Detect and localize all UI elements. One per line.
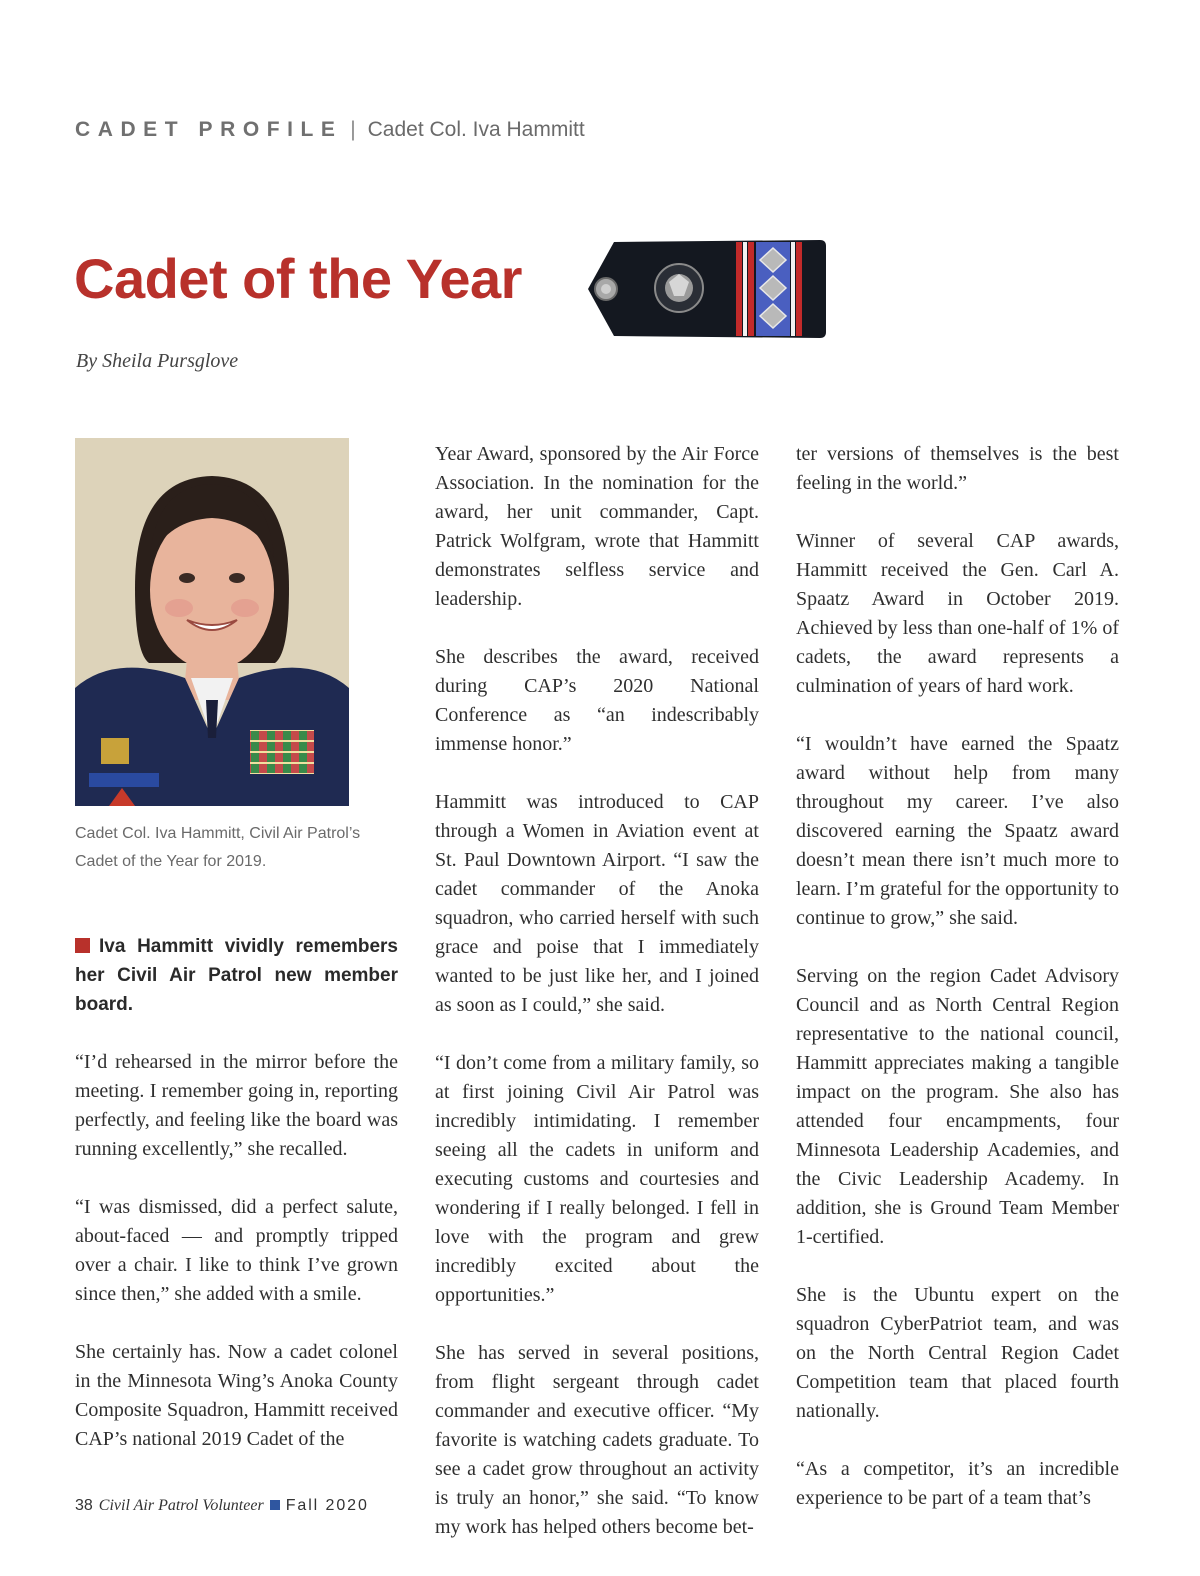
paragraph: “I wouldn’t have earned the Spaatz award without help from many throughout my career. I’ve also discovered earning the Spaatz award doesn’t mean there isn’t much more to learn. I’m grateful for the opportunity to continue to grow,” she said. [796, 733, 1119, 929]
paragraph: Year Award, sponsored by the Air Force Association. In the nomination for the award, her unit commander, Capt. Patrick Wolfgram, wrote that Hammitt demonstrates selfless service and leadership. [435, 443, 759, 610]
header-subject: Cadet Col. Iva Hammitt [367, 118, 585, 141]
paragraph: ter versions of themselves is the best feeling in the world.” [796, 443, 1119, 494]
paragraph: Serving on the region Cadet Advisory Council and as North Central Region representative to the national council, Hammitt appreciates making a tangible impact on the program. She also has attended four encampments, four Minnesota Leadership Academies, and the Civic Leadership Academy. In addition, she is Ground Team Member 1-certified. [796, 965, 1119, 1248]
paragraph: She certainly has. Now a cadet colonel in the Minnesota Wing’s Anoka County Composite Squadron, Hammitt received CAP’s national 2019 Cadet of the [75, 1341, 398, 1450]
article-column-1 [75, 932, 398, 1483]
publication-name: Civil Air Patrol Volunteer [98, 1497, 264, 1514]
byline: By Sheila Pursglove [76, 350, 239, 372]
paragraph: “I don’t come from a military family, so at first joining Civil Air Patrol was incredibly intimidating. I remember seeing all the cadets in uniform and executing customs and courtesies and wondering if I really belonged. I fell in love with the program and grew incredibly excited about the opportunities.” [435, 1052, 759, 1306]
paragraph: “I’d rehearsed in the mirror before the meeting. I remember going in, reporting perfectly, and feeling like the board was running excellently,” she recalled. [75, 1051, 398, 1160]
paragraph: Winner of several CAP awards, Hammitt received the Gen. Carl A. Spaatz Award in October 2019. Achieved by less than one-half of 1% of cadets, the award represents a culmination of years of hard work. [796, 530, 1119, 697]
cadet-portrait-photo [75, 438, 349, 806]
paragraph: She describes the award, received during CAP’s 2020 National Conference as “an indescribably immense honor.” [435, 646, 759, 755]
section-header [75, 118, 585, 142]
article-lead [75, 932, 398, 1019]
paragraph: “As a competitor, it’s an incredible experience to be part of a team that’s [796, 1458, 1119, 1509]
page-number: 38 [75, 1497, 93, 1514]
section-label: CADET PROFILE [75, 118, 343, 141]
lead-text: Iva Hammitt vividly remembers her Civil Air Patrol new member board. [75, 936, 398, 1015]
page-footer [75, 1497, 369, 1515]
photo-caption: Cadet Col. Iva Hammitt, Civil Air Patrol’s Cadet of the Year for 2019. [75, 825, 361, 870]
header-separator: | [350, 118, 356, 141]
paragraph: She is the Ubuntu expert on the squadron CyberPatriot team, and was on the North Central Region Cadet Competition team that placed fourth nationally. [796, 1284, 1119, 1422]
red-square-bullet-icon [75, 938, 90, 953]
paragraph: She has served in several positions, from flight sergeant through cadet commander and executive officer. “My favorite is watching cadets graduate. To see a cadet grow throughout an activity is truly an honor,” she said. “To know my work has helped others become bet- [435, 1342, 759, 1538]
blue-square-separator-icon [270, 1500, 280, 1510]
article-column-2 [435, 440, 759, 1571]
paragraph: “I was dismissed, did a perfect salute, about-faced — and promptly tripped over a chair. I like to think I’ve grown since then,” she added with a smile. [75, 1196, 398, 1305]
cadet-colonel-shoulder-board-image [584, 234, 828, 344]
article-column-3 [796, 440, 1119, 1542]
paragraph: Hammitt was introduced to CAP through a Women in Aviation event at St. Paul Downtown Airport. “I saw the cadet commander of the Anoka squadron, who carried herself with such grace and poise that I immediately wanted to be just like her, and I joined as soon as I could,” she said. [435, 791, 759, 1016]
issue-label: Fall 2020 [285, 1497, 369, 1514]
article-title: Cadet of the Year [74, 247, 522, 310]
